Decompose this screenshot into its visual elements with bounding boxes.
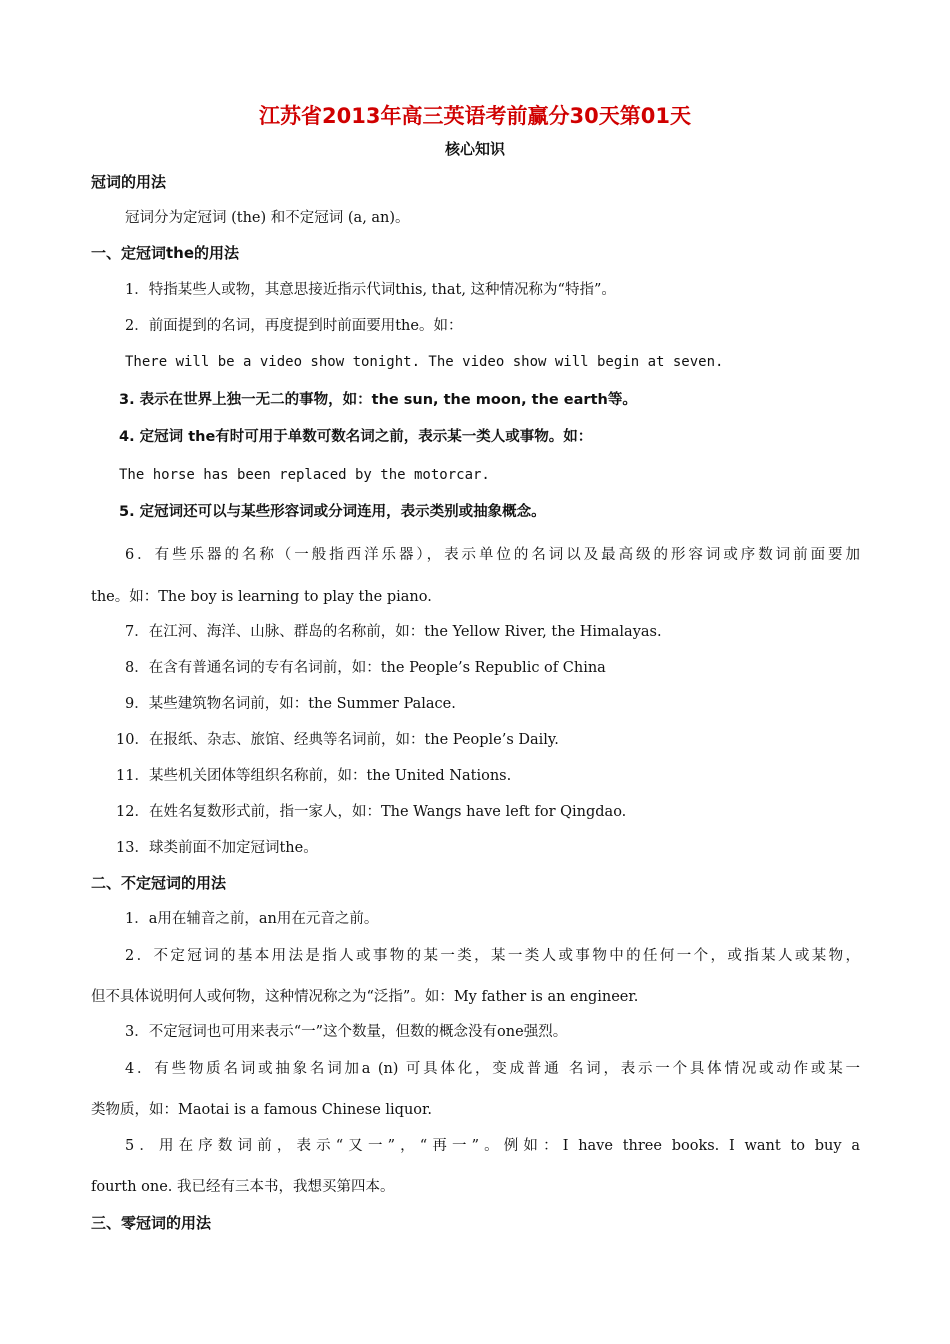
intro-paragraph: 冠词分为定冠词 (the) 和不定冠词 (a, an)。 [125, 210, 410, 226]
definite-rule-6-line-1: 6．有些乐器的名称（一般指西洋乐器），表示单位的名词以及最高级的形容词或序数词前面要加 [125, 547, 860, 563]
indefinite-rule-4-line-1: 4．有些物质名词或抽象名词加a (n) 可具体化，变成普通 名词，表示一个具体情况或动作或某一 [125, 1061, 860, 1077]
definite-rule-2: 2．前面提到的名词，再度提到时前面要用the。如： [125, 318, 463, 334]
document-subtitle: 核心知识 [444, 140, 505, 158]
document-title: 江苏省2013年高三英语考前赢分30天第01天 [259, 104, 691, 128]
section-heading-zero-article: 三、零冠词的用法 [91, 1214, 212, 1232]
indefinite-rule-5-line-2: fourth one. 我已经有三本书，我想买第四本。 [91, 1179, 395, 1195]
section-heading-definite: 一、定冠词the的用法 [91, 244, 240, 262]
indefinite-rule-2-line-2: 但不具体说明何人或何物，这种情况称之为“泛指”。如：My father is an engineer. [91, 989, 639, 1005]
definite-rule-4-example: The horse has been replaced by the motorcar. [119, 467, 490, 483]
definite-rule-5: 5. 定冠词还可以与某些形容词或分词连用，表示类别或抽象概念。 [119, 504, 546, 520]
indefinite-rule-5-line-1: 5．用在序数词前，表示“又一”，“再一”。例如：I have three books. I want to buy a [125, 1138, 860, 1154]
definite-rule-1: 1．特指某些人或物，其意思接近指示代词this, that, 这种情况称为“特指”。 [125, 282, 616, 298]
indefinite-rule-1: 1．a用在辅音之前，an用在元音之前。 [125, 911, 379, 927]
definite-rule-8: 8．在含有普通名词的专有名词前，如：the People’s Republic of China [125, 660, 606, 676]
indefinite-rule-2-line-1: 2．不定冠词的基本用法是指人或事物的某一类，某一类人或事物中的任何一个，或指某人或某物， [125, 948, 860, 964]
definite-rule-3: 3. 表示在世界上独一无二的事物，如：the sun, the moon, the earth等。 [119, 392, 637, 408]
indefinite-rule-3: 3．不定冠词也可用来表示“一”这个数量，但数的概念没有one强烈。 [125, 1024, 568, 1040]
definite-rule-6-line-2: the。如：The boy is learning to play the piano. [91, 589, 432, 605]
definite-rule-9: 9．某些建筑物名词前，如：the Summer Palace. [125, 696, 456, 712]
definite-rule-7: 7．在江河、海洋、山脉、群岛的名称前，如：the Yellow River, the Himalayas. [125, 624, 662, 640]
indefinite-rule-4-line-2: 类物质，如：Maotai is a famous Chinese liquor. [91, 1102, 432, 1118]
definite-rule-11: 11．某些机关团体等组织名称前，如：the United Nations. [116, 768, 512, 784]
definite-rule-12: 12．在姓名复数形式前，指一家人，如：The Wangs have left for Qingdao. [116, 804, 627, 820]
section-heading-articles: 冠词的用法 [91, 173, 167, 191]
definite-rule-10: 10．在报纸、杂志、旅馆、经典等名词前，如：the People’s Daily. [116, 732, 559, 748]
definite-rule-13: 13．球类前面不加定冠词the。 [116, 840, 318, 856]
definite-rule-4: 4. 定冠词 the有时可用于单数可数名词之前，表示某一类人或事物。如： [119, 429, 593, 445]
definite-rule-2-example: There will be a video show tonight. The video show will begin at seven. [125, 354, 724, 370]
section-heading-indefinite: 二、不定冠词的用法 [91, 874, 227, 892]
